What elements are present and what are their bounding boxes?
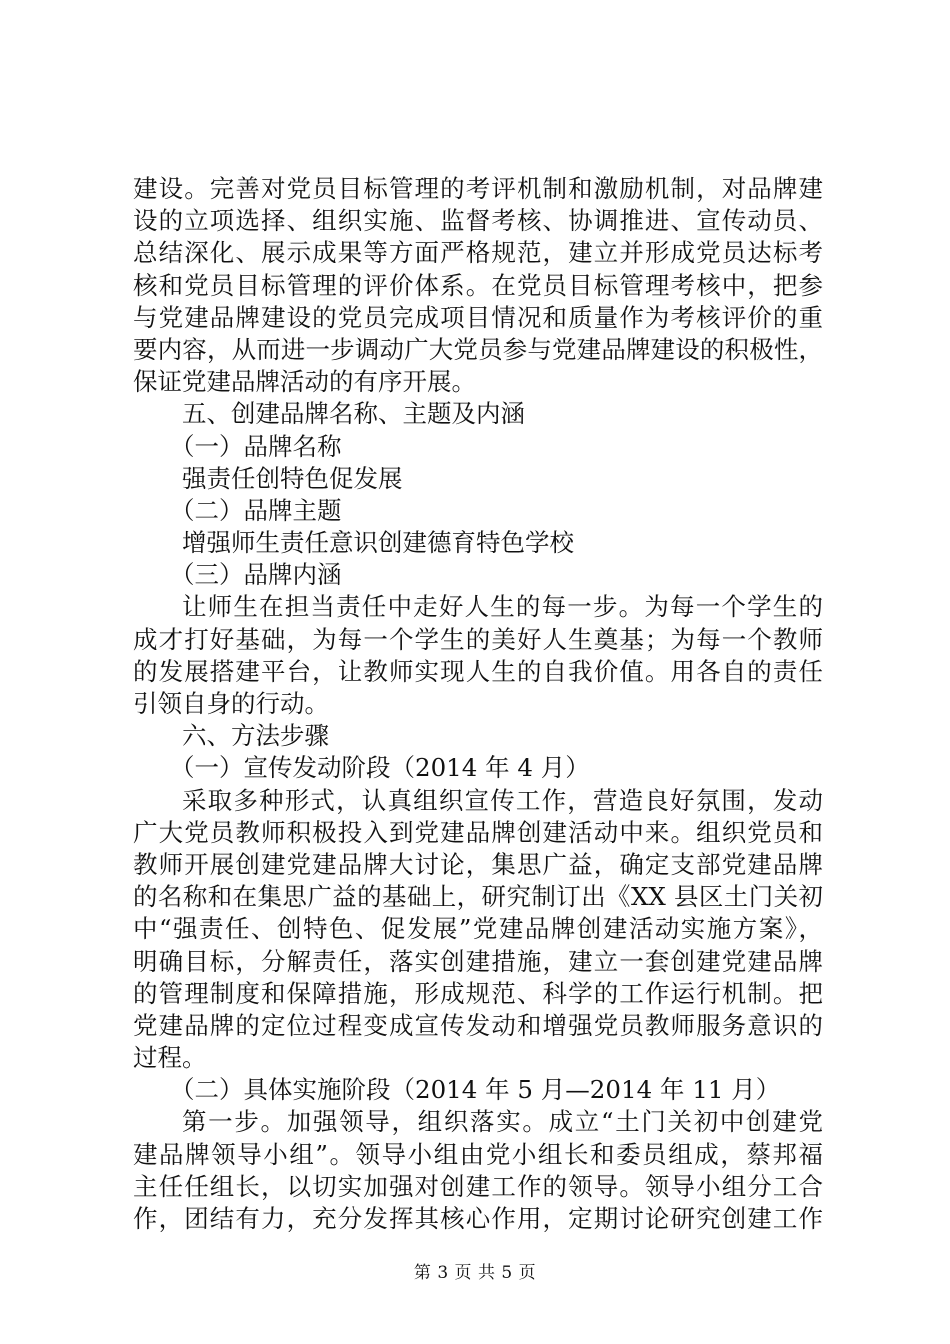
text-line: 总结深化、展示成果等方面严格规范，建立并形成党员达标考 bbox=[133, 238, 823, 268]
text-line: 建设。完善对党员目标管理的考评机制和激励机制，对品牌建 bbox=[133, 174, 823, 203]
text-line: 让师生在担当责任中走好人生的每一步。为每一个学生的 bbox=[182, 592, 823, 622]
subsection-heading: （一）宣传发动阶段（2014 年 4 月） bbox=[170, 753, 590, 783]
page-footer: 第 3 页 共 5 页 bbox=[413, 1263, 537, 1283]
text-line: 第一步。加强领导，组织落实。成立“土门关初中创建党 bbox=[182, 1107, 823, 1137]
text-line: 的名称和在集思广益的基础上，研究制订出《XX 县区土门关初 bbox=[133, 882, 823, 912]
subsection-heading: （二）品牌主题 bbox=[170, 495, 342, 525]
subsection-heading: （三）品牌内涵 bbox=[170, 560, 342, 590]
text-line: 核和党员目标管理的评价体系。在党员目标管理考核中，把参 bbox=[133, 270, 823, 300]
text-line: 广大党员教师积极投入到党建品牌创建活动中来。组织党员和 bbox=[133, 817, 823, 847]
text-line: 采取多种形式，认真组织宣传工作，营造良好氛围，发动 bbox=[182, 785, 823, 815]
text-line: 党建品牌的定位过程变成宣传发动和增强党员教师服务意识的 bbox=[133, 1010, 823, 1040]
text-line: 保证党建品牌活动的有序开展。 bbox=[133, 367, 476, 397]
text-line: 成才打好基础，为每一个学生的美好人生奠基；为每一个教师 bbox=[133, 624, 823, 654]
text-line: 与党建品牌建设的党员完成项目情况和质量作为考核评价的重 bbox=[133, 302, 823, 332]
text-line: 过程。 bbox=[133, 1043, 207, 1073]
text-line: 引领自身的行动。 bbox=[133, 689, 329, 718]
subsection-heading: （一）品牌名称 bbox=[170, 431, 342, 461]
text-line: 主任任组长，以切实加强对创建工作的领导。领导小组分工合 bbox=[133, 1171, 823, 1201]
text-line: 教师开展创建党建品牌大讨论，集思广益，确定支部党建品牌 bbox=[133, 849, 823, 879]
subsection-heading: （二）具体实施阶段（2014 年 5 月—2014 年 11 月） bbox=[170, 1075, 781, 1105]
section-heading: 五、创建品牌名称、主题及内涵 bbox=[182, 399, 525, 429]
text-line: 作，团结有力，充分发挥其核心作用，定期讨论研究创建工作 bbox=[133, 1204, 823, 1233]
text-line: 的发展搭建平台，让教师实现人生的自我价值。用各自的责任 bbox=[133, 656, 823, 686]
text-line: 中“强责任、创特色、促发展”党建品牌创建活动实施方案》， bbox=[133, 914, 823, 944]
document-body bbox=[133, 173, 823, 1235]
text-line: 要内容，从而进一步调动广大党员参与党建品牌建设的积极性， bbox=[133, 334, 823, 364]
text-line: 设的立项选择、组织实施、监督考核、协调推进、宣传动员、 bbox=[133, 206, 823, 236]
text-line: 建品牌领导小组”。领导小组由党小组长和委员组成，蔡邦福 bbox=[133, 1139, 823, 1169]
text-line: 的管理制度和保障措施，形成规范、科学的工作运行机制。把 bbox=[133, 978, 823, 1008]
brand-name: 强责任创特色促发展 bbox=[182, 463, 403, 493]
text-line: 明确目标，分解责任，落实创建措施，建立一套创建党建品牌 bbox=[133, 946, 823, 976]
brand-theme: 增强师生责任意识创建德育特色学校 bbox=[182, 528, 574, 558]
section-heading: 六、方法步骤 bbox=[182, 721, 329, 751]
